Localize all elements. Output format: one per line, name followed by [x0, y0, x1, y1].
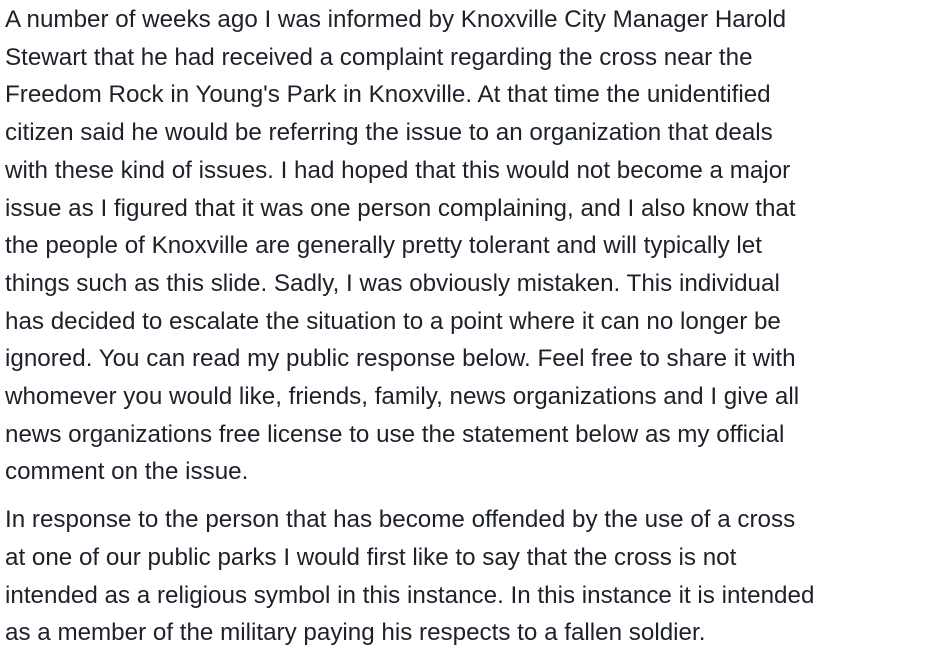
- text-line: as a member of the military paying his respects to a fallen soldier.: [5, 619, 706, 647]
- text-line: A number of weeks ago I was informed by Knoxville City Manager Harold: [5, 6, 787, 33]
- post-body: [5, 0, 949, 652]
- text-line: comment on the issue.: [5, 458, 249, 486]
- post-paragraph-2: [5, 501, 949, 652]
- text-line: the people of Knoxville are generally pretty tolerant and will typically let: [5, 232, 762, 260]
- text-line: things such as this slide. Sadly, I was obviously mistaken. This individual: [5, 269, 780, 297]
- text-line: In response to the person that has become offended by the use of a cross: [5, 506, 796, 534]
- text-line: Freedom Rock in Young's Park in Knoxville. At that time the unidentified: [5, 81, 771, 109]
- text-line: with these kind of issues. I had hoped that this would not become a major: [5, 156, 791, 184]
- text-line: news organizations free license to use the statement below as my official: [5, 420, 785, 448]
- post-paragraph-1: [5, 0, 949, 491]
- text-line: Stewart that he had received a complaint regarding the cross near the: [5, 43, 753, 71]
- text-line: at one of our public parks I would first like to say that the cross is not: [5, 543, 737, 571]
- text-line: citizen said he would be referring the issue to an organization that deals: [5, 119, 773, 147]
- text-line: issue as I figured that it was one person complaining, and I also know that: [5, 194, 796, 222]
- text-line: intended as a religious symbol in this instance. In this instance it is intended: [5, 581, 815, 609]
- text-line: has decided to escalate the situation to a point where it can no longer be: [5, 307, 781, 335]
- text-line: ignored. You can read my public response below. Feel free to share it with: [5, 345, 796, 373]
- text-line: whomever you would like, friends, family, news organizations and I give all: [5, 383, 800, 411]
